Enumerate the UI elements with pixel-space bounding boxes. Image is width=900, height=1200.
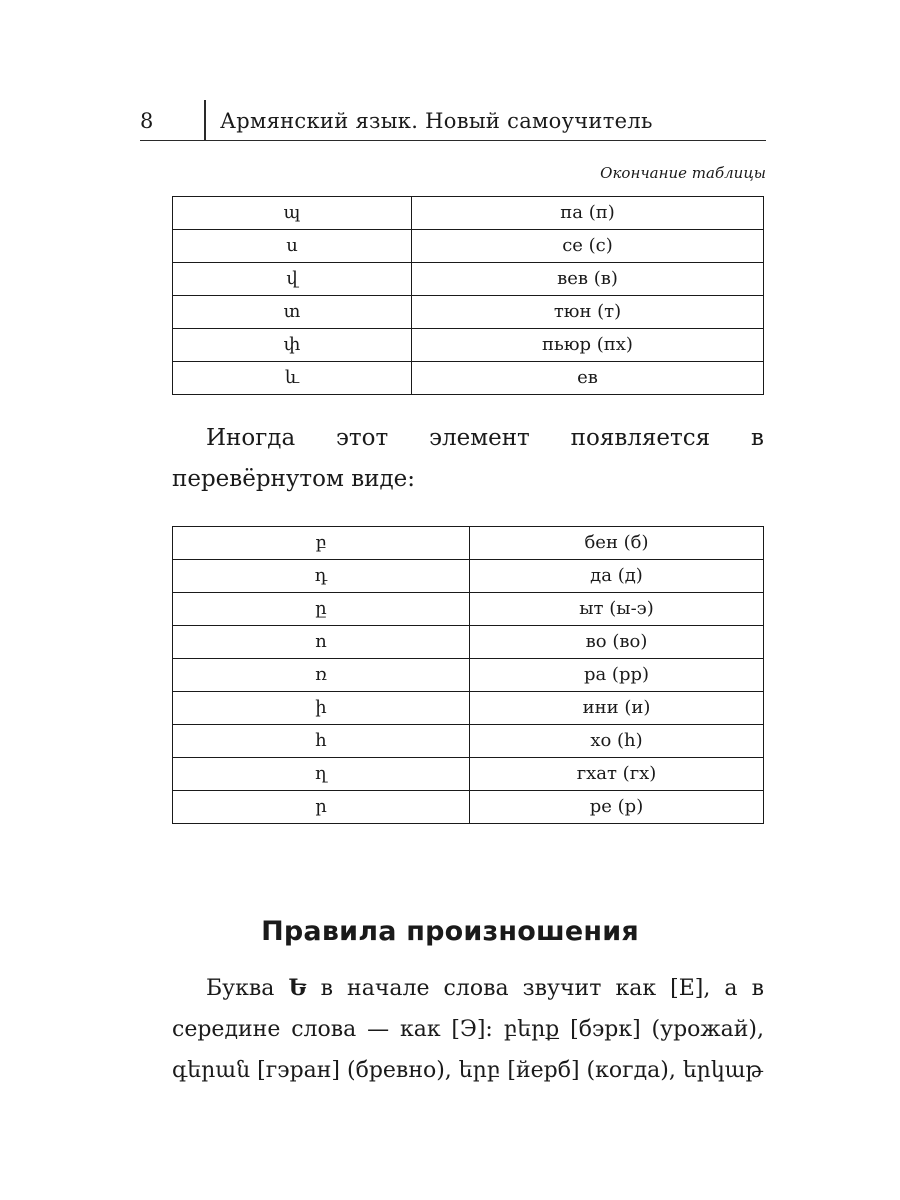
armenian-letter: ի: [173, 692, 470, 725]
armenian-letter: փ: [173, 329, 412, 362]
letter-name: ев: [412, 362, 764, 395]
table-row: [173, 329, 764, 362]
table-row: [173, 758, 764, 791]
table-row: [173, 725, 764, 758]
letter-name: вев (в): [412, 263, 764, 296]
running-header: [140, 100, 766, 141]
header-divider: [204, 100, 206, 140]
section-heading: Правила произношения: [261, 916, 639, 947]
armenian-letter: տ: [173, 296, 412, 329]
armenian-letter: վ: [173, 263, 412, 296]
table-row: [173, 659, 764, 692]
table-row: [173, 593, 764, 626]
letter-name: ыт (ы-э): [470, 593, 764, 626]
pronunciation-paragraph: [172, 968, 764, 1091]
letter-name: во (во): [470, 626, 764, 659]
armenian-letter: դ: [173, 560, 470, 593]
table-row: [173, 362, 764, 395]
inverted-element-table: [172, 526, 764, 824]
letter-name: бен (б): [470, 527, 764, 560]
letter-name: ини (и): [470, 692, 764, 725]
letter-name: тюн (т): [412, 296, 764, 329]
armenian-letter: և: [173, 362, 412, 395]
table-row: [173, 527, 764, 560]
page-number: 8: [140, 109, 154, 133]
armenian-letter: բ: [173, 527, 470, 560]
armenian-letter: ո: [173, 626, 470, 659]
key-letter: Ե: [288, 975, 307, 1001]
table-row: [173, 197, 764, 230]
armenian-letter: ռ: [173, 659, 470, 692]
letter-name: се (с): [412, 230, 764, 263]
letter-name: па (п): [412, 197, 764, 230]
armenian-letter: ր: [173, 791, 470, 824]
table-row: [173, 230, 764, 263]
table-caption: Окончание таблицы: [600, 164, 766, 182]
table-row: [173, 560, 764, 593]
letter-name: гхат (гх): [470, 758, 764, 791]
paragraph-inverted-element: Иногда этот элемент появляется в перевёрнутом виде:: [172, 425, 764, 492]
armenian-letter: հ: [173, 725, 470, 758]
table-row: [173, 263, 764, 296]
book-title: Армянский язык. Новый самоучитель: [220, 109, 653, 133]
letter-name: ре (р): [470, 791, 764, 824]
table-row: [173, 692, 764, 725]
letter-name: пьюр (пх): [412, 329, 764, 362]
paragraph-rest: в начале слова звучит как [Е], а в середине слова — как [Э]: բերք [бэрк] (урожай), գերան [гэран] (бревно), երբ [йерб] (когда), երկաթ: [172, 976, 764, 1083]
letter-name: хо (h): [470, 725, 764, 758]
table-row: [173, 296, 764, 329]
letter-name: ра (рр): [470, 659, 764, 692]
armenian-letter: պ: [173, 197, 412, 230]
paragraph-start: Буква: [206, 976, 289, 1001]
alphabet-table-continued: [172, 196, 764, 395]
letter-name: да (д): [470, 560, 764, 593]
table-row: [173, 626, 764, 659]
armenian-letter: ս: [173, 230, 412, 263]
table-row: [173, 791, 764, 824]
armenian-letter: ը: [173, 593, 470, 626]
armenian-letter: ղ: [173, 758, 470, 791]
